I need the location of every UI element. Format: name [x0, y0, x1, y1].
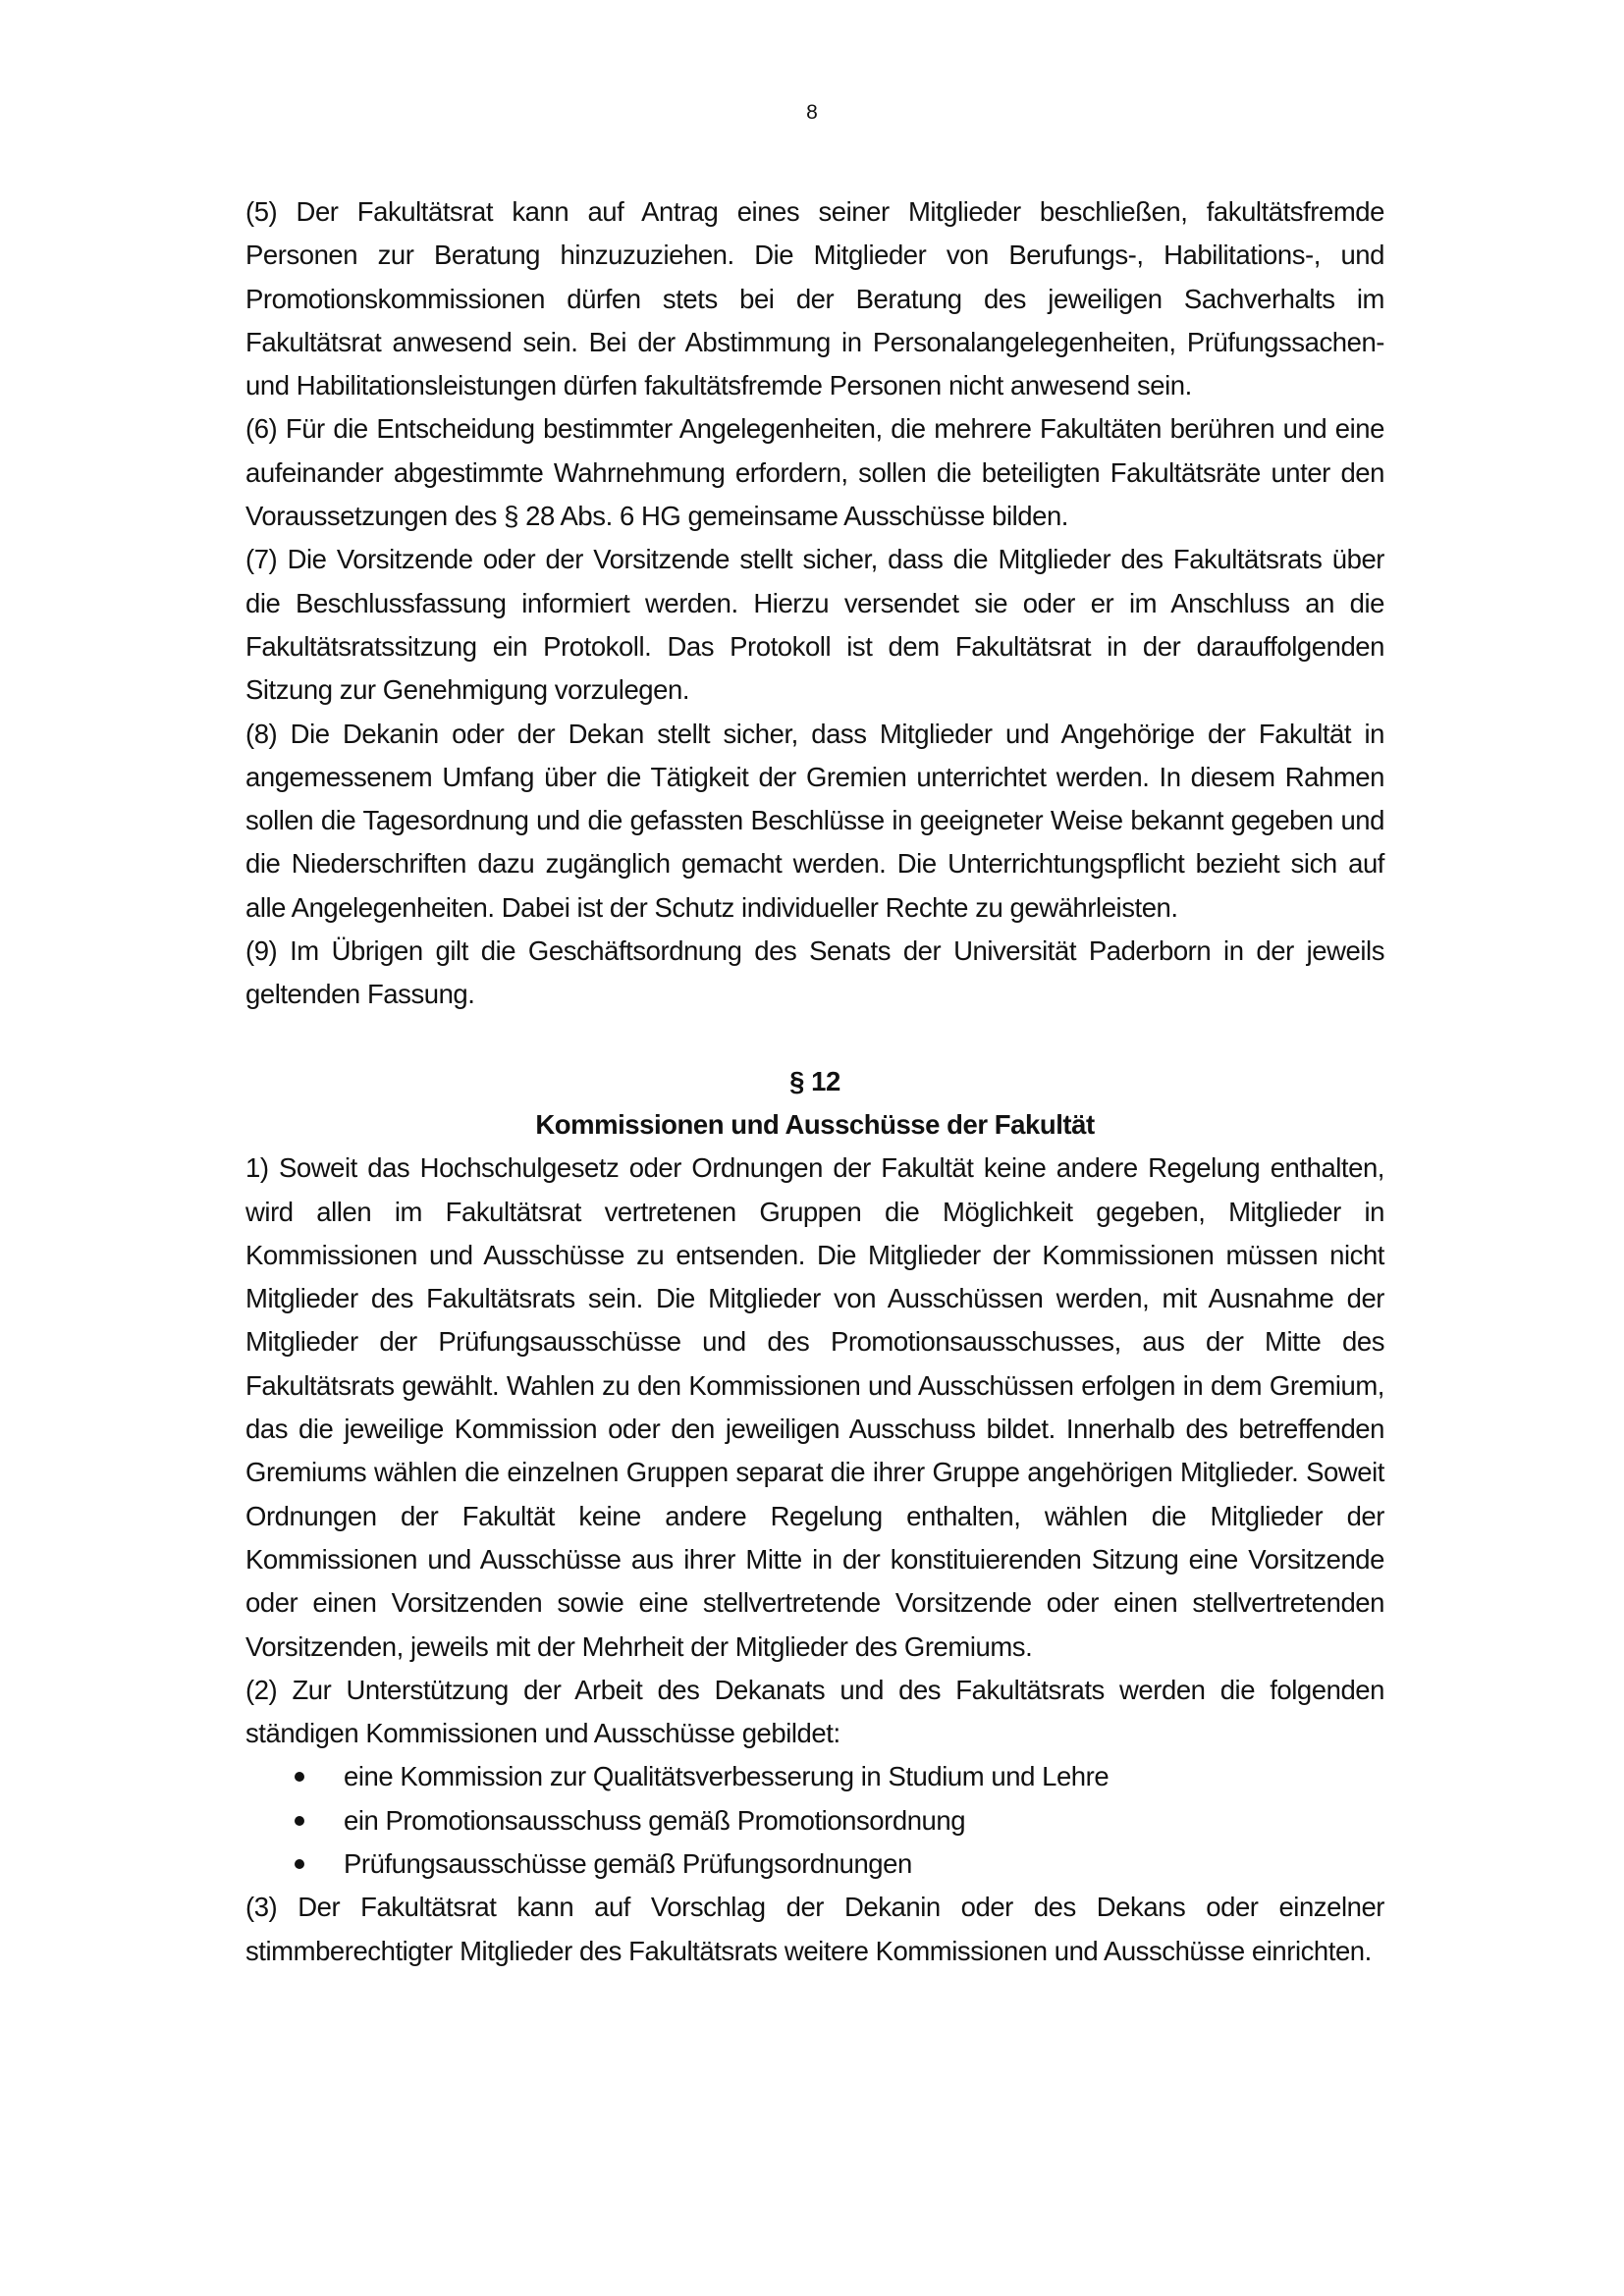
paragraph-5: (5) Der Fakultätsrat kann auf Antrag eines seiner Mitglieder beschließen, fakultätsfremde Personen zur Beratung hinzuzuziehen. Die Mitglieder von Berufungs-, Habilitations-, und Promotionskommissionen dürfen stets bei der Beratung des jeweiligen Sachverhalts im Fakultätsrat anwesend sein. Bei der Abstimmung in Personalangelegenheiten, Prüfungssachen- und Habilitationsleistungen dürfen fakultätsfremde Personen nicht anwesend sein. [245, 196, 1384, 401]
paragraph-6: (6) Für die Entscheidung bestimmter Angelegenheiten, die mehrere Fakultäten berühren und eine aufeinander abgestimmte Wahrnehmung erfordern, sollen die beteiligten Fakultätsräte unter den Voraussetzungen des § 28 Abs. 6 HG gemeinsame Ausschüsse bilden. [245, 413, 1384, 532]
section-paragraph-3: (3) Der Fakultätsrat kann auf Vorschlag der Dekanin oder des Dekans oder einzelner stimmberechtigter Mitglieder des Fakultätsrats weitere Kommissionen und Ausschüsse einrichten. [245, 1892, 1384, 1966]
section-number: § 12 [789, 1065, 840, 1096]
paragraph-7: (7) Die Vorsitzende oder der Vorsitzende stellt sicher, dass die Mitglieder des Fakultätsrats über die Beschlussfassung informiert werden. Hierzu versendet sie oder er im Anschluss an die Fakultätsratssitzung ein Protokoll. Das Protokoll ist dem Fakultätsrat in der darauffolgenden Sitzung zur Genehmigung vorzulegen. [245, 544, 1384, 706]
bullet-icon [295, 1859, 304, 1869]
document-body [245, 190, 1384, 1973]
list-item [295, 1842, 1384, 1886]
paragraph-9: (9) Im Übrigen gilt die Geschäftsordnung des Senats der Universität Paderborn in der jeweils geltenden Fassung. [245, 935, 1384, 1010]
list-item-text: eine Kommission zur Qualitätsverbesserung in Studium und Lehre [344, 1761, 1110, 1792]
list-item-text: ein Promotionsausschuss gemäß Promotionsordnung [344, 1804, 966, 1836]
bullet-icon [295, 1816, 304, 1826]
list-item-text: Prüfungsausschüsse gemäß Prüfungsordnungen [344, 1847, 912, 1879]
paragraph-8: (8) Die Dekanin oder der Dekan stellt sicher, dass Mitglieder und Angehörige der Fakultät in angemessenem Umfang über die Tätigkeit der Gremien unterrichtet werden. In diesem Rahmen sollen die Tagesordnung und die gefassten Beschlüsse in geeigneter Weise bekannt gegeben und die Niederschriften dazu zugänglich gemacht werden. Die Unterrichtungspflicht bezieht sich auf alle Angelegenheiten. Dabei ist der Schutz individueller Rechte zu gewährleisten. [245, 718, 1384, 923]
bullet-icon [295, 1772, 304, 1782]
list-item [295, 1755, 1384, 1798]
page-number: 8 [806, 101, 818, 124]
list-item [295, 1799, 1384, 1842]
section-paragraph-1: 1) Soweit das Hochschulgesetz oder Ordnungen der Fakultät keine andere Regelung enthalten, wird allen im Fakultätsrat vertretenen Gruppen die Möglichkeit gegeben, Mitglieder in Kommissionen und Ausschüsse zu entsenden. Die Mitglieder der Kommissionen müssen nicht Mitglieder des Fakultätsrats sein. Die Mitglieder von Ausschüssen werden, mit Ausnahme der Mitglieder der Prüfungsausschüsse und des Promotionsausschusses, aus der Mitte des Fakultätsrats gewählt. Wahlen zu den Kommissionen und Ausschüssen erfolgen in dem Gremium, das die jeweilige Kommission oder den jeweiligen Ausschuss bildet. Innerhalb des betreffenden Gremiums wählen die einzelnen Gruppen separat die ihrer Gruppe angehörigen Mitglieder. Soweit Ordnungen der Fakultät keine andere Regelung enthalten, wählen die Mitglieder der Kommissionen und Ausschüsse aus ihrer Mitte in der konstituierenden Sitzung eine Vorsitzende oder einen Vorsitzenden sowie eine stellvertretende Vorsitzende oder einen stellvertretenden Vorsitzenden, jeweils mit der Mehrheit der Mitglieder des Gremiums. [245, 1152, 1384, 1662]
section-heading [245, 1060, 1384, 1148]
section-paragraph-2: (2) Zur Unterstützung der Arbeit des Dekanats und des Fakultätsrats werden die folgenden ständigen Kommissionen und Ausschüsse gebildet: [245, 1674, 1384, 1749]
section-title: Kommissionen und Ausschüsse der Fakultät [535, 1108, 1095, 1140]
bullet-list [245, 1755, 1384, 1886]
